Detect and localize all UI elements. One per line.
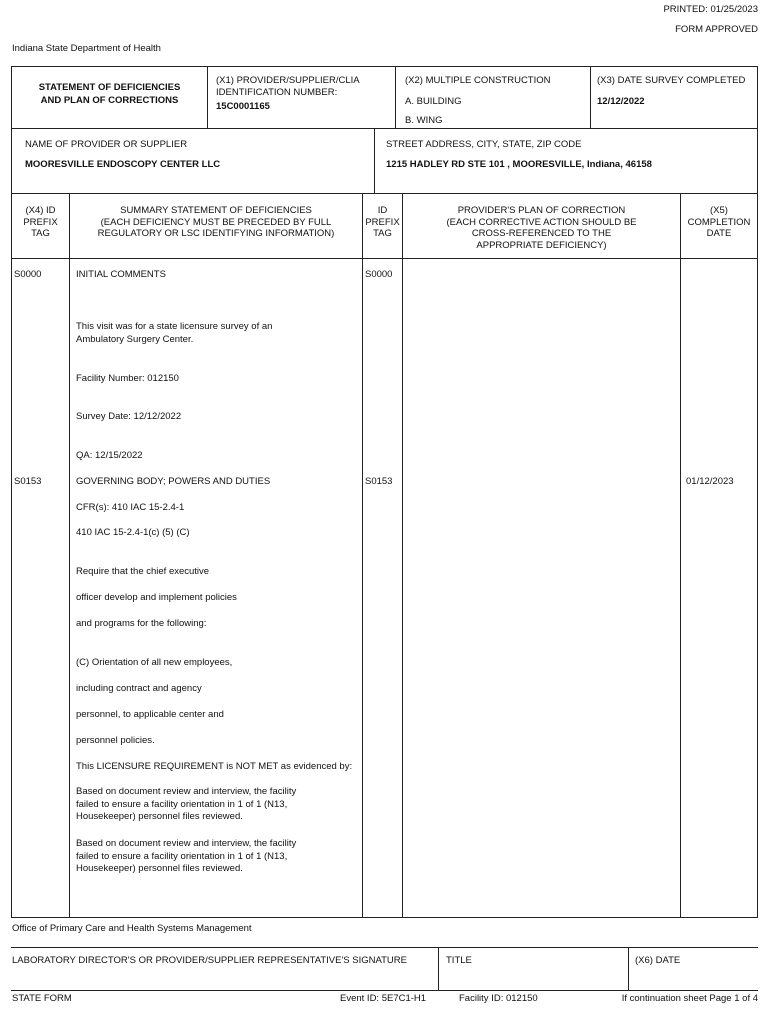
- plan-header-line-3: CROSS-REFERENCED TO THE: [471, 228, 612, 239]
- s0153-completion-date: 01/12/2023: [686, 476, 734, 487]
- finding-1-line-2: failed to ensure a facility orientation in 1 of 1 (N13,: [76, 798, 288, 810]
- s0153-tag-right: S0153: [365, 476, 393, 487]
- multiple-construction-label: (X2) MULTIPLE CONSTRUCTION: [405, 75, 551, 86]
- s0000-tag-right: S0000: [365, 269, 393, 280]
- address-value: 1215 HADLEY RD STE 101 , MOORESVILLE, Indiana, 46158: [386, 159, 652, 170]
- x4-header: [12, 205, 69, 240]
- statement-title: [12, 82, 207, 107]
- date-survey-label: (X3) DATE SURVEY COMPLETED: [597, 75, 746, 86]
- s0153-tag: S0153: [14, 476, 42, 487]
- requirement-line-2: officer develop and implement policies: [76, 592, 237, 603]
- finding-2-line-2: failed to ensure a facility orientation in 1 of 1 (N13,: [76, 850, 288, 862]
- x5-header-line-1: (X5): [710, 205, 728, 216]
- facility-id: Facility ID: 012150: [459, 993, 538, 1004]
- plan-header: [403, 205, 680, 251]
- x4-header-line-1: (X4) ID: [25, 205, 56, 216]
- id-header-line-3: TAG: [373, 228, 392, 239]
- x4-header-line-2: PREFIX: [23, 216, 58, 228]
- summary-header-line-2: (EACH DEFICIENCY MUST BE PRECEDED BY FULL: [100, 216, 332, 228]
- orientation-line-2: including contract and agency: [76, 683, 202, 694]
- wing-label: B. WING: [405, 115, 443, 126]
- printed-date: PRINTED: 01/25/2023: [663, 4, 758, 15]
- footer-bottom-rule: [11, 990, 758, 991]
- plan-header-line-4: APPROPRIATE DEFICIENCY): [476, 239, 607, 251]
- finding-2: [76, 838, 296, 876]
- event-id: Event ID: 5E7C1-H1: [340, 993, 427, 1004]
- summary-header-line-1: SUMMARY STATEMENT OF DEFICIENCIES: [120, 205, 312, 216]
- s0000-title: INITIAL COMMENTS: [76, 269, 166, 280]
- x4-header-line-3: TAG: [31, 228, 50, 239]
- orientation-line-3: personnel, to applicable center and: [76, 709, 224, 720]
- agency-name: Indiana State Department of Health: [12, 43, 161, 54]
- statement-title-line-2: AND PLAN OF CORRECTIONS: [40, 94, 179, 106]
- office-name: Office of Primary Care and Health Systems Management: [12, 923, 252, 934]
- id-header: [363, 205, 402, 240]
- footer-divider-2: [628, 947, 629, 990]
- id-header-line-1: ID: [377, 205, 388, 216]
- address-label: STREET ADDRESS, CITY, STATE, ZIP CODE: [386, 139, 582, 150]
- qa-date: QA: 12/15/2022: [76, 450, 143, 461]
- finding-1: [76, 786, 296, 824]
- building-label: A. BUILDING: [405, 96, 462, 107]
- provider-id-value: 15C0001165: [216, 101, 270, 112]
- visit-note-line-2: Ambulatory Surgery Center.: [76, 333, 194, 345]
- signature-label: LABORATORY DIRECTOR'S OR PROVIDER/SUPPLIER REPRESENTATIVE'S SIGNATURE: [12, 955, 407, 966]
- id-header-line-2: PREFIX: [365, 216, 400, 228]
- title-label: TITLE: [446, 955, 472, 966]
- visit-note: [76, 321, 272, 346]
- requirement-line-1: Require that the chief executive: [76, 566, 210, 577]
- x5-header: [681, 205, 757, 240]
- x5-header-line-3: DATE: [706, 228, 732, 239]
- date-survey-value: 12/12/2022: [597, 96, 645, 107]
- orientation-line-1: (C) Orientation of all new employees,: [76, 657, 233, 668]
- summary-header-line-3: REGULATORY OR LSC IDENTIFYING INFORMATION): [97, 228, 335, 239]
- x5-header-line-2: COMPLETION: [687, 216, 751, 228]
- x1-label-line-1: (X1) PROVIDER/SUPPLIER/CLIA: [216, 75, 360, 86]
- not-met-statement: This LICENSURE REQUIREMENT is NOT MET as evidenced by:: [76, 761, 353, 772]
- footer-top-rule: [11, 947, 758, 948]
- footer-divider-1: [438, 947, 439, 990]
- survey-date: Survey Date: 12/12/2022: [76, 411, 182, 422]
- cfr-reference: CFR(s): 410 IAC 15-2.4-1: [76, 502, 185, 513]
- plan-header-line-2: (EACH CORRECTIVE ACTION SHOULD BE: [446, 216, 637, 228]
- finding-1-line-3: Housekeeper) personnel files reviewed.: [76, 811, 243, 822]
- s0000-tag: S0000: [14, 269, 42, 280]
- provider-id-label: [216, 75, 360, 98]
- x6-date-label: (X6) DATE: [635, 955, 681, 966]
- form-approved: FORM APPROVED: [675, 24, 758, 35]
- statement-title-line-1: STATEMENT OF DEFICIENCIES: [38, 82, 181, 93]
- provider-name-value: MOORESVILLE ENDOSCOPY CENTER LLC: [25, 159, 221, 170]
- x1-label-line-2: IDENTIFICATION NUMBER:: [216, 86, 338, 98]
- plan-header-line-1: PROVIDER'S PLAN OF CORRECTION: [457, 205, 626, 216]
- s0153-title: GOVERNING BODY; POWERS AND DUTIES: [76, 476, 271, 487]
- visit-note-line-1: This visit was for a state licensure survey of an: [76, 321, 273, 332]
- provider-name-label: NAME OF PROVIDER OR SUPPLIER: [25, 139, 188, 150]
- facility-number: Facility Number: 012150: [76, 373, 179, 384]
- finding-2-line-1: Based on document review and interview, the facility: [76, 838, 297, 849]
- requirement-line-3: and programs for the following:: [76, 618, 207, 629]
- summary-header: [70, 205, 362, 240]
- finding-2-line-3: Housekeeper) personnel files reviewed.: [76, 863, 243, 874]
- iac-reference: 410 IAC 15-2.4-1(c) (5) (C): [76, 527, 190, 538]
- finding-1-line-1: Based on document review and interview, the facility: [76, 786, 297, 797]
- continuation-note: If continuation sheet Page 1 of 4: [621, 993, 758, 1004]
- state-form-label: STATE FORM: [12, 993, 72, 1004]
- orientation-line-4: personnel policies.: [76, 735, 155, 746]
